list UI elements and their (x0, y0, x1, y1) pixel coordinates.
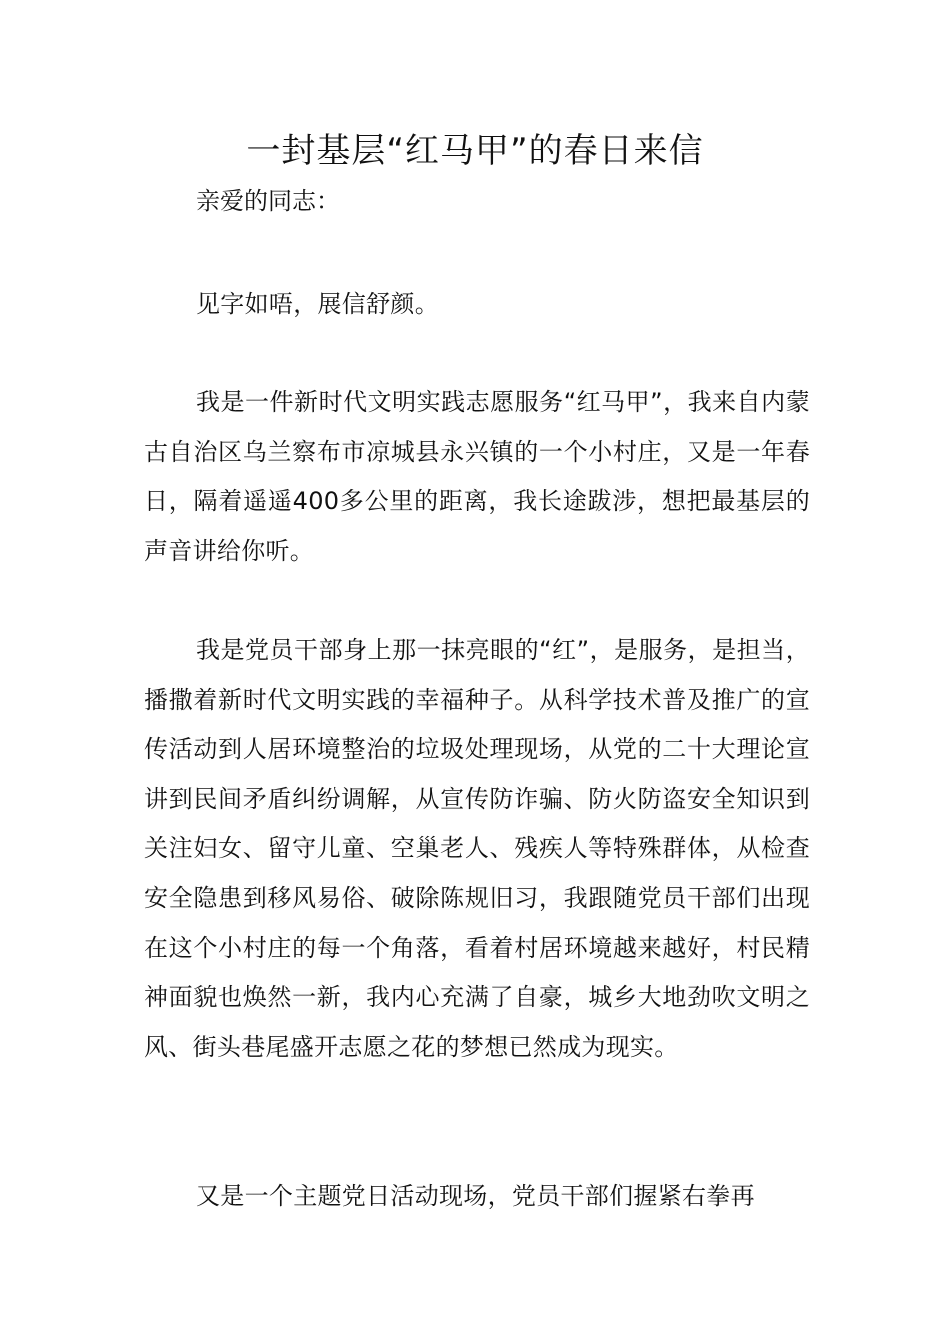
paragraph-introduction: 我是一件新时代文明实践志愿服务“红马甲”，我来自内蒙古自治区乌兰察布市凉城县永兴镇的一个小村庄，又是一年春日，隔着遥遥400多公里的距离，我长途跋涉，想把最基层的声音讲给你听。 (144, 388, 810, 565)
paragraph-party-day: 又是一个主题党日活动现场，党员干部们握紧右拳再 (196, 1182, 755, 1210)
paragraph-service: 我是党员干部身上那一抹亮眼的“红”，是服务，是担当，播撒着新时代文明实践的幸福种子。从科学技术普及推广的宣传活动到人居环境整治的垃圾处理现场，从党的二十大理论宣讲到民间矛盾纠纷调解，从宣传防诈骗、防火防盗安全知识到关注妇女、留守儿童、空巢老人、残疾人等特殊群体，从检查安全隐患到移风易俗、破除陈规旧习，我跟随党员干部们出现在这个小村庄的每一个角落，看着村居环境越来越好，村民精神面貌也焕然一新，我内心充满了自豪，城乡大地劲吹文明之风、街头巷尾盛开志愿之花的梦想已然成为现实。 (144, 636, 810, 1061)
paragraph-opening: 见字如唔，展信舒颜。 (196, 290, 439, 318)
document-title: 一封基层“红马甲”的春日来信 (246, 131, 704, 171)
salutation: 亲爱的同志： (196, 187, 340, 215)
